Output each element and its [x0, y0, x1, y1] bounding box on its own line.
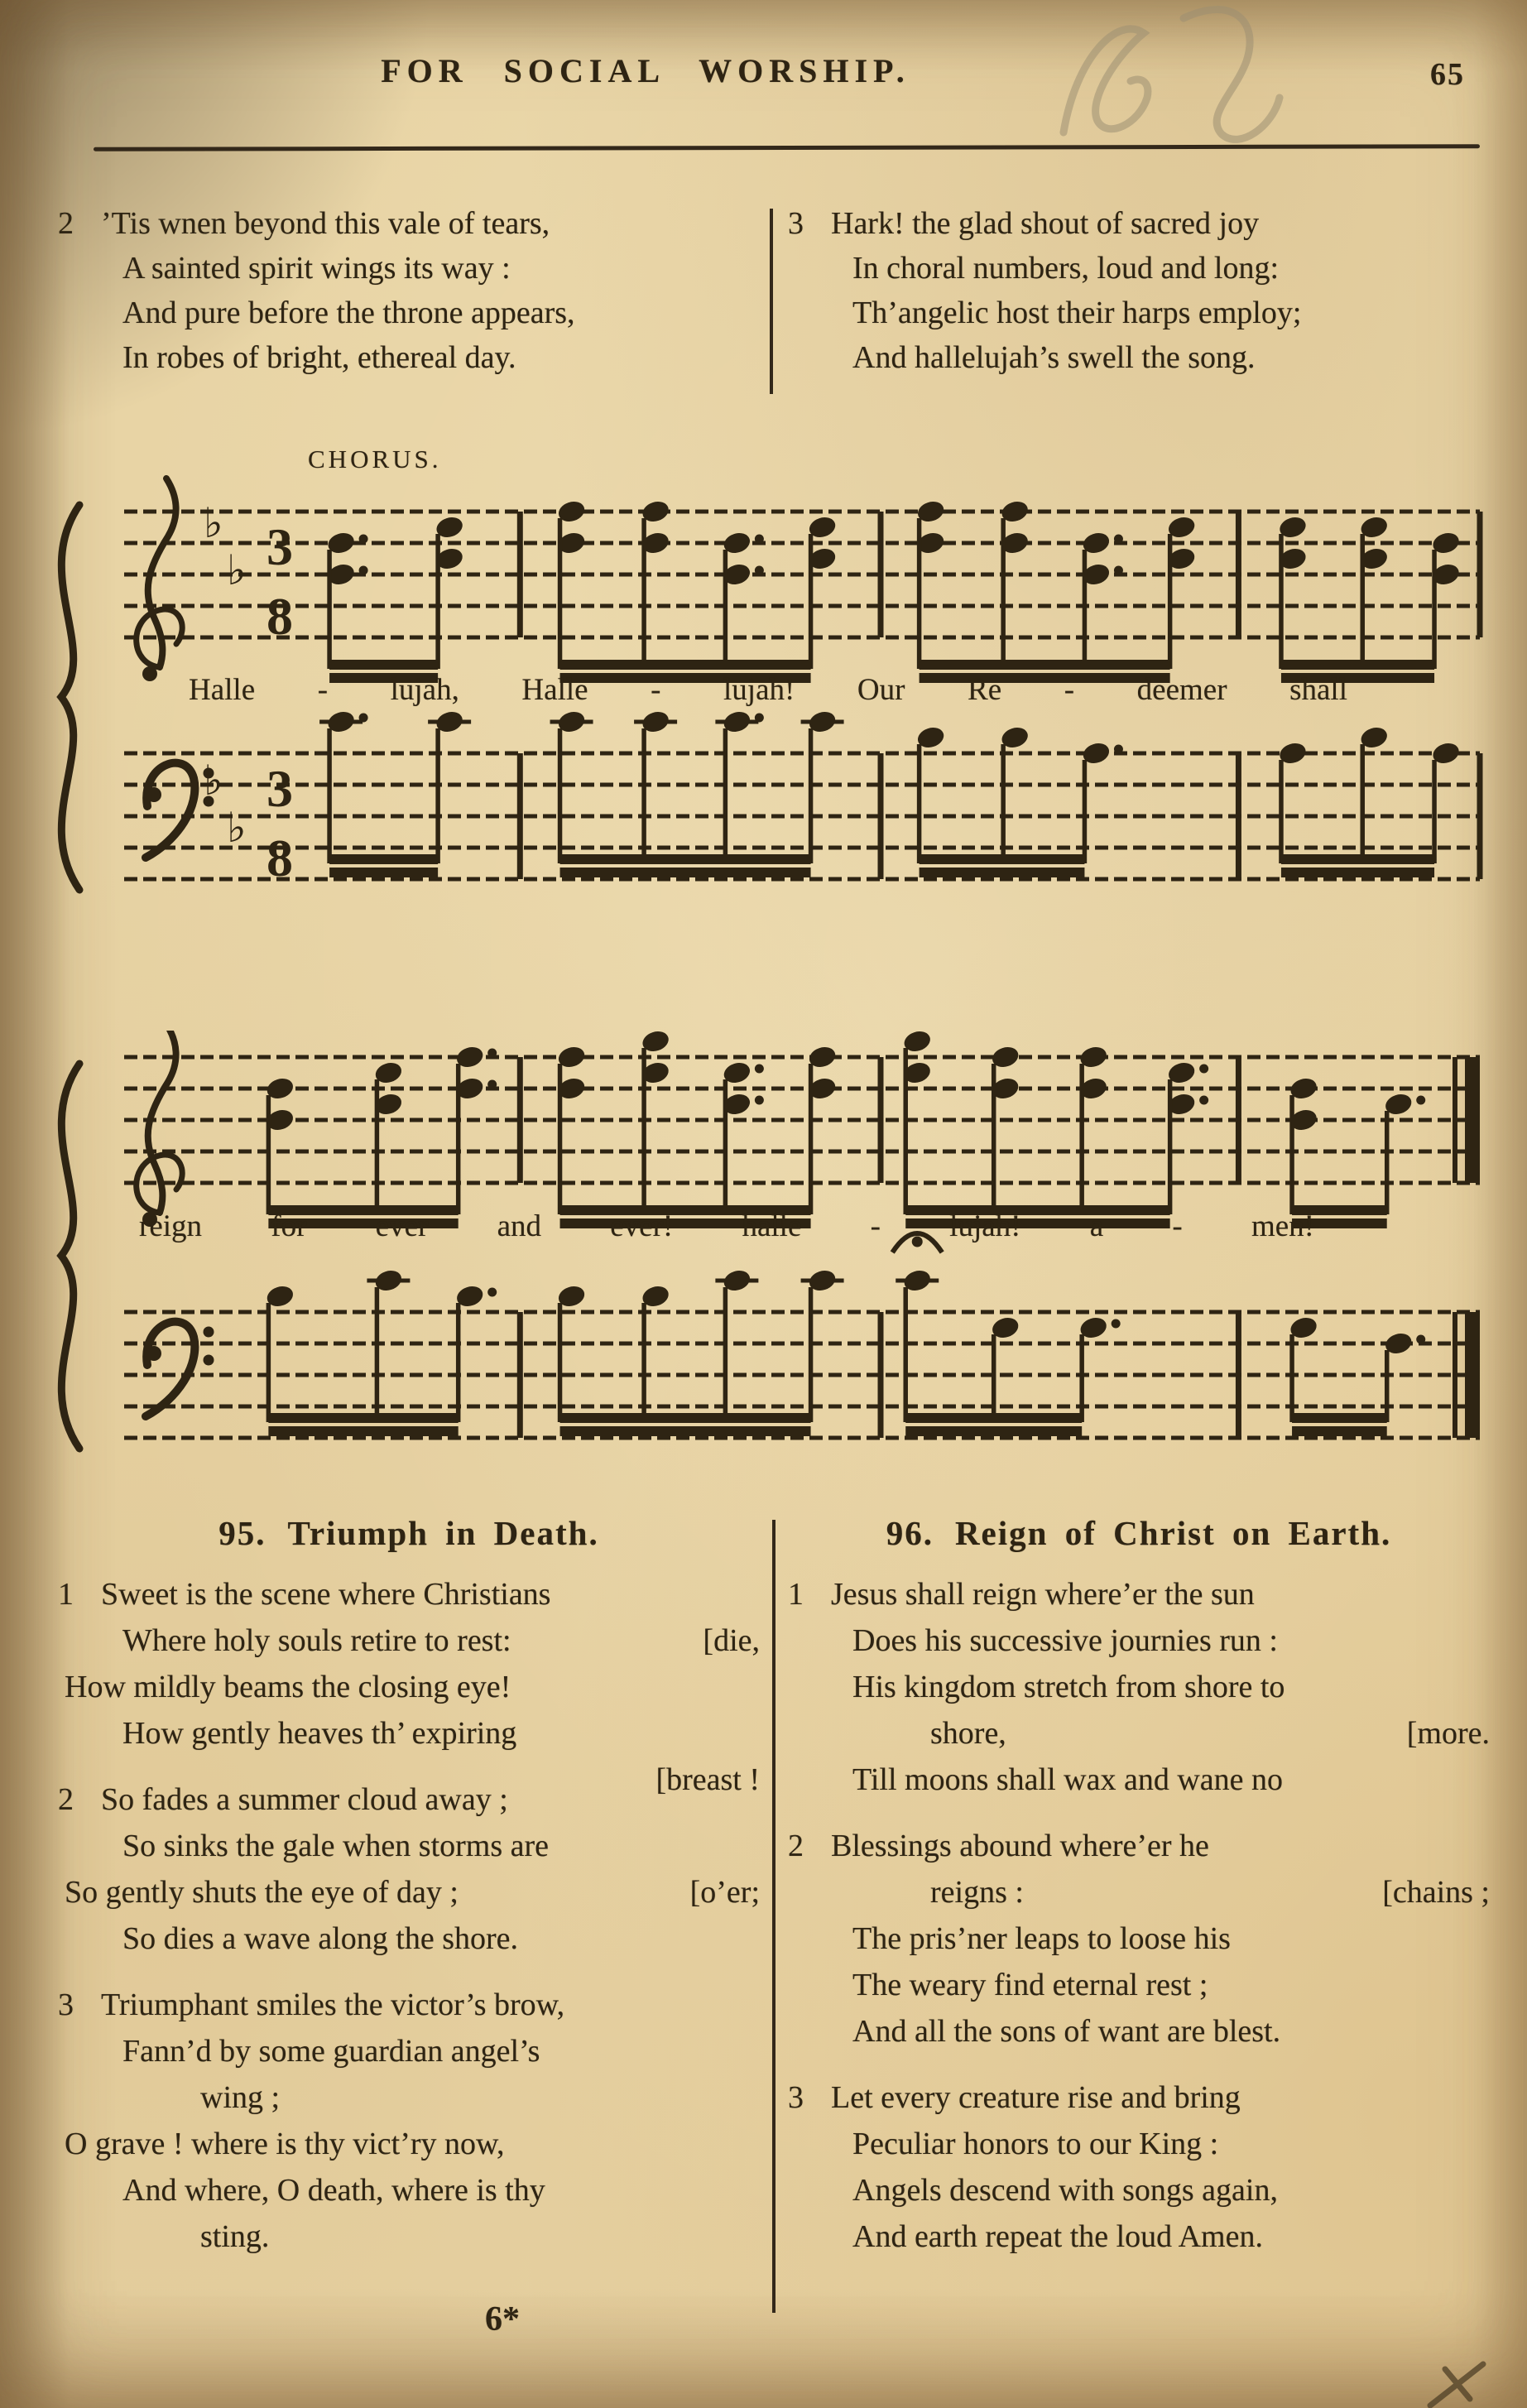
lyric-syllable: Our	[857, 673, 905, 707]
verse-line: 3 Hark! the glad shout of sacred joy	[788, 201, 1490, 246]
verse-column-left	[58, 201, 760, 380]
column-divider	[770, 209, 773, 394]
verse-number: 3	[788, 206, 804, 241]
verse-line: So gently shuts the eye of day ; [o’er;	[58, 1869, 760, 1915]
time-signature	[267, 759, 293, 887]
hymn-95-heading	[58, 1513, 760, 1553]
chorus-lyrics-line-2	[139, 1209, 1314, 1245]
lyric-syllable: -	[1064, 673, 1075, 707]
flat-sign: ♭	[227, 804, 247, 852]
verse-line: reigns : [chains ;	[788, 1869, 1490, 1915]
hymn-95-title: Triumph in Death.	[287, 1514, 599, 1552]
catchword: [more.	[1406, 1716, 1490, 1751]
verse-number: 2	[788, 1829, 804, 1863]
verse-line: In robes of bright, ethereal day.	[122, 340, 516, 375]
hymn-96-heading	[788, 1513, 1490, 1553]
hymn-95-text	[58, 1571, 760, 2260]
lyric-syllable: lujah!	[949, 1209, 1021, 1243]
system-brace	[61, 505, 79, 890]
notes	[325, 498, 1462, 678]
verse-line: Th’angelic host their harps employ;	[852, 296, 1302, 330]
catchword: [die,	[703, 1623, 760, 1658]
verse-line: 2 So fades a summer cloud away ;	[58, 1776, 760, 1823]
music-system-2	[0, 1031, 1527, 1469]
lyric-syllable: shall	[1289, 673, 1347, 707]
verse-line: The weary find eternal rest ;	[852, 1968, 1208, 2002]
verse-line: Where holy souls retire to rest: [die,	[58, 1617, 760, 1664]
pencil-annotation	[1018, 0, 1316, 166]
page-number: 65	[1430, 57, 1465, 92]
verse-line: Fann’d by some guardian angel’s	[122, 2034, 540, 2069]
lyric-syllable: and	[497, 1209, 541, 1243]
verse-number: 3	[788, 2080, 804, 2115]
svg-text:3: 3	[267, 517, 293, 576]
hymn-96-number: 96.	[886, 1514, 934, 1552]
flat-sign: ♭	[204, 499, 223, 547]
lyric-syllable: -	[651, 673, 661, 707]
lyric-syllable: deemer	[1136, 673, 1227, 707]
hymn-95-number: 95.	[218, 1514, 267, 1552]
verse-line: Does his successive journies run :	[852, 1623, 1278, 1658]
verse-line: sting.	[200, 2219, 270, 2254]
running-header: FOR SOCIAL WORSHIP.	[381, 52, 910, 89]
verse-line: Peculiar honors to our King :	[852, 2127, 1219, 2161]
verse-line: 3 Let every creature rise and bring	[788, 2074, 1490, 2121]
verse-line: shore, [more.	[788, 1710, 1490, 1757]
verse-line: 1 Jesus shall reign where’er the sun	[788, 1571, 1490, 1617]
svg-text:3: 3	[267, 759, 293, 818]
verse-line: 3 Triumphant smiles the victor’s brow,	[58, 1982, 760, 2028]
verse-column-right	[788, 201, 1490, 380]
lyric-syllable: -	[317, 673, 329, 707]
verse-line: And earth repeat the loud Amen.	[852, 2219, 1263, 2254]
verse-line: Till moons shall wax and wane no	[852, 1762, 1284, 1797]
verse-line: His kingdom stretch from shore to	[852, 1670, 1285, 1704]
column-divider	[772, 1520, 776, 2313]
ink-mark	[1407, 2334, 1527, 2408]
verse-line: Angels descend with songs again,	[852, 2173, 1278, 2208]
treble-staff	[124, 1057, 1480, 1183]
lyric-syllable: lujah,	[390, 673, 459, 707]
svg-text:8: 8	[267, 829, 293, 887]
catchword: [chains ;	[1382, 1875, 1490, 1910]
signature-mark: 6*	[485, 2300, 520, 2338]
lyric-syllable: Halle	[189, 673, 256, 707]
verse-number: 1	[788, 1577, 804, 1612]
lyric-syllable: ever	[375, 1209, 429, 1243]
verse-number: 3	[58, 1987, 74, 2022]
treble-clef	[137, 478, 182, 681]
catchword: [o’er;	[689, 1875, 760, 1910]
verse-line: 2 ’Tis wnen beyond this vale of tears,	[58, 201, 760, 246]
verse-line: And all the sons of want are blest.	[852, 2014, 1281, 2049]
lyric-syllable: -	[870, 1209, 881, 1243]
lyric-syllable: lujah!	[723, 673, 795, 707]
verse-line: How gently heaves th’ expiring	[122, 1716, 517, 1751]
lyric-syllable: halle	[742, 1209, 802, 1243]
lyric-syllable: Halle	[521, 673, 588, 707]
verse-line: How mildly beams the closing eye!	[65, 1670, 511, 1704]
svg-text:8: 8	[267, 587, 293, 646]
verse-line: wing ;	[200, 2080, 281, 2115]
verse-line: And where, O death, where is thy	[122, 2173, 545, 2208]
time-signature	[267, 517, 293, 646]
verse-line: So sinks the gale when storms are	[122, 1829, 550, 1863]
lyric-syllable: for	[271, 1209, 307, 1243]
verse-number: 2	[58, 1782, 74, 1817]
notes	[265, 1031, 1426, 1223]
lyric-syllable: Re	[968, 673, 1002, 707]
verse-line: The pris’ner leaps to loose his	[852, 1921, 1231, 1956]
treble-clef	[137, 1031, 182, 1227]
verse-line: And hallelujah’s swell the song.	[852, 340, 1256, 375]
lyric-syllable: ever!	[610, 1209, 674, 1243]
catchword: [breast !	[655, 1762, 760, 1797]
verse-line: In choral numbers, loud and long:	[852, 251, 1280, 286]
system-brace	[61, 1064, 79, 1449]
lyric-syllable: men!	[1251, 1209, 1314, 1243]
verse-line: O grave ! where is thy vict’ry now,	[65, 2127, 505, 2161]
chorus-lyrics-line-1	[189, 672, 1347, 709]
verse-line: A sainted spirit wings its way :	[122, 251, 511, 286]
lyric-syllable: reign	[139, 1209, 203, 1243]
verse-line: So dies a wave along the shore.	[122, 1921, 519, 1956]
hymn-96-text	[788, 1571, 1490, 2260]
chorus-label: CHORUS.	[308, 445, 442, 473]
flat-sign: ♭	[204, 757, 223, 805]
verse-line: 1 Sweet is the scene where Christians	[58, 1571, 760, 1617]
bass-clef	[146, 1322, 214, 1416]
lyric-syllable: -	[1172, 1209, 1183, 1243]
lyric-syllable: a	[1089, 1209, 1104, 1243]
verse-line: And pure before the throne appears,	[122, 296, 575, 330]
hymn-96-title: Reign of Christ on Earth.	[954, 1514, 1392, 1552]
verse-number: 1	[58, 1577, 74, 1612]
verse-number: 2	[58, 206, 74, 241]
flat-sign: ♭	[227, 546, 247, 594]
verse-line: 2 Blessings abound where’er he	[788, 1823, 1490, 1869]
